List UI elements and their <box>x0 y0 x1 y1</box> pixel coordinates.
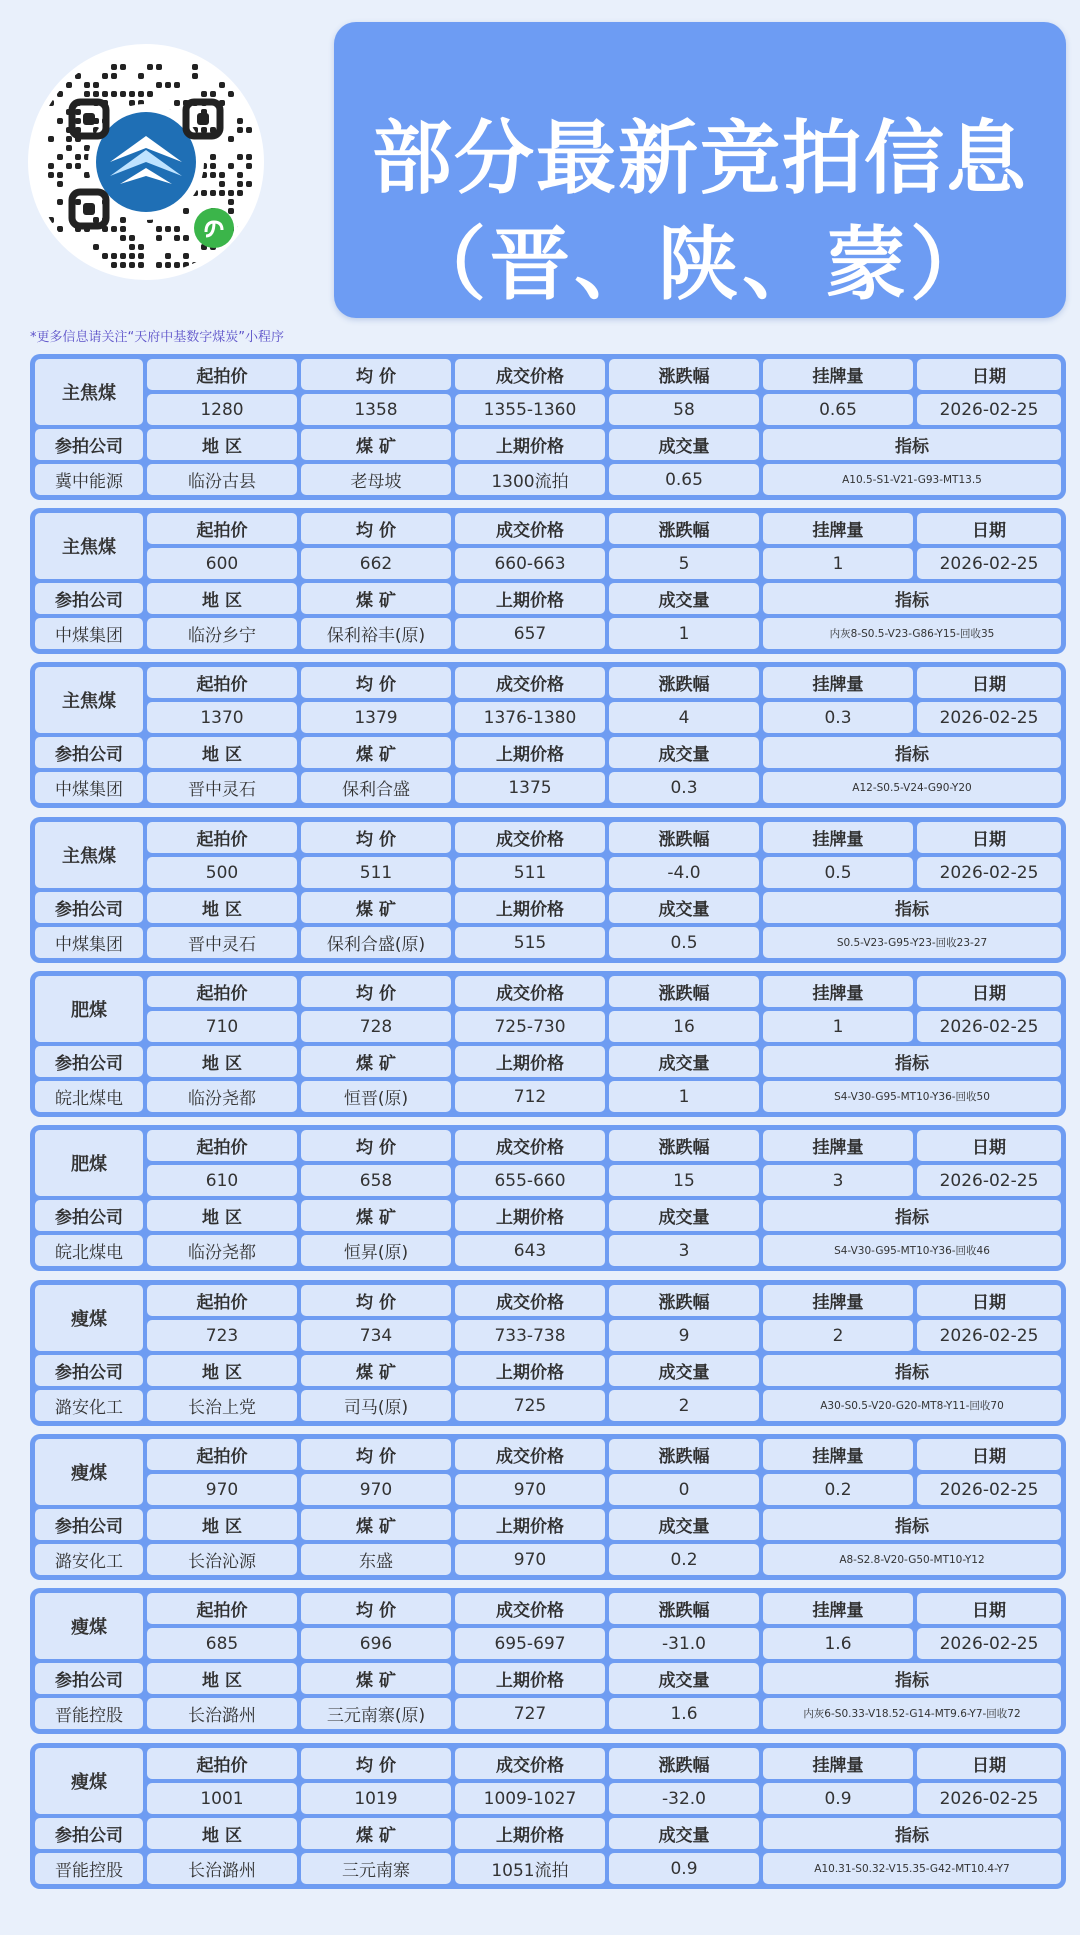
change-header: 涨跌幅 <box>609 667 759 698</box>
avg-price-header: 均 价 <box>301 513 451 544</box>
spec-header: 指标 <box>763 737 1061 768</box>
change-value: 58 <box>609 394 759 425</box>
spec-header: 指标 <box>763 1046 1061 1077</box>
last-price-value: 725 <box>455 1390 605 1421</box>
listed-qty-header: 挂牌量 <box>763 513 913 544</box>
miniprogram-qr-code <box>28 44 264 280</box>
deal-qty-header: 成交量 <box>609 737 759 768</box>
deal-qty-header: 成交量 <box>609 1663 759 1694</box>
listed-qty-header: 挂牌量 <box>763 359 913 390</box>
change-header: 涨跌幅 <box>609 359 759 390</box>
start-price-value: 710 <box>147 1011 297 1042</box>
company-header: 参拍公司 <box>35 1046 143 1077</box>
deal-qty-value: 0.5 <box>609 927 759 958</box>
last-price-header: 上期价格 <box>455 1200 605 1231</box>
last-price-value: 515 <box>455 927 605 958</box>
spec-header: 指标 <box>763 1200 1061 1231</box>
deal-qty-header: 成交量 <box>609 429 759 460</box>
date-header: 日期 <box>917 667 1061 698</box>
start-price-header: 起拍价 <box>147 1439 297 1470</box>
spec-value: S4-V30-G95-MT10-Y36-回收46 <box>763 1235 1061 1266</box>
region-value: 临汾尧都 <box>147 1235 297 1266</box>
mine-header: 煤 矿 <box>301 1355 451 1386</box>
auction-block <box>30 1434 1066 1580</box>
last-price-header: 上期价格 <box>455 1663 605 1694</box>
company-header: 参拍公司 <box>35 737 143 768</box>
last-price-header: 上期价格 <box>455 583 605 614</box>
avg-price-value: 734 <box>301 1320 451 1351</box>
deal-price-value: 733-738 <box>455 1320 605 1351</box>
deal-price-header: 成交价格 <box>455 1130 605 1161</box>
avg-price-value: 728 <box>301 1011 451 1042</box>
start-price-header: 起拍价 <box>147 1593 297 1624</box>
change-value: 9 <box>609 1320 759 1351</box>
date-header: 日期 <box>917 513 1061 544</box>
deal-qty-value: 0.2 <box>609 1544 759 1575</box>
deal-price-value: 1376-1380 <box>455 702 605 733</box>
date-value: 2026-02-25 <box>917 1011 1061 1042</box>
deal-qty-header: 成交量 <box>609 1200 759 1231</box>
change-header: 涨跌幅 <box>609 1439 759 1470</box>
region-header: 地 区 <box>147 1046 297 1077</box>
date-value: 2026-02-25 <box>917 394 1061 425</box>
region-header: 地 区 <box>147 1200 297 1231</box>
tianfu-logo-icon <box>96 112 196 212</box>
last-price-header: 上期价格 <box>455 429 605 460</box>
mine-header: 煤 矿 <box>301 892 451 923</box>
deal-qty-header: 成交量 <box>609 1355 759 1386</box>
region-header: 地 区 <box>147 892 297 923</box>
deal-price-value: 725-730 <box>455 1011 605 1042</box>
listed-qty-header: 挂牌量 <box>763 1439 913 1470</box>
auction-block <box>30 1588 1066 1734</box>
coal-type-cell: 主焦煤 <box>35 667 143 733</box>
deal-price-header: 成交价格 <box>455 1439 605 1470</box>
avg-price-value: 696 <box>301 1628 451 1659</box>
company-header: 参拍公司 <box>35 429 143 460</box>
avg-price-value: 658 <box>301 1165 451 1196</box>
last-price-header: 上期价格 <box>455 1046 605 1077</box>
deal-qty-value: 1 <box>609 1081 759 1112</box>
avg-price-value: 1019 <box>301 1783 451 1814</box>
deal-qty-value: 0.9 <box>609 1853 759 1884</box>
header-banner <box>334 22 1066 318</box>
avg-price-header: 均 价 <box>301 359 451 390</box>
last-price-value: 712 <box>455 1081 605 1112</box>
deal-price-header: 成交价格 <box>455 1593 605 1624</box>
avg-price-value: 1379 <box>301 702 451 733</box>
avg-price-header: 均 价 <box>301 1285 451 1316</box>
region-value: 临汾古县 <box>147 464 297 495</box>
avg-price-header: 均 价 <box>301 1130 451 1161</box>
mine-value: 东盛 <box>301 1544 451 1575</box>
start-price-header: 起拍价 <box>147 667 297 698</box>
company-header: 参拍公司 <box>35 892 143 923</box>
date-header: 日期 <box>917 1439 1061 1470</box>
region-header: 地 区 <box>147 1663 297 1694</box>
page-subtitle: （晋、陕、蒙） <box>406 218 994 311</box>
listed-qty-header: 挂牌量 <box>763 976 913 1007</box>
deal-price-header: 成交价格 <box>455 359 605 390</box>
start-price-value: 500 <box>147 857 297 888</box>
start-price-header: 起拍价 <box>147 1748 297 1779</box>
mine-header: 煤 矿 <box>301 583 451 614</box>
avg-price-header: 均 价 <box>301 1439 451 1470</box>
deal-price-value: 655-660 <box>455 1165 605 1196</box>
last-price-value: 657 <box>455 618 605 649</box>
spec-value: A12-S0.5-V24-G90-Y20 <box>763 772 1061 803</box>
company-value: 中煤集团 <box>35 618 143 649</box>
deal-price-value: 695-697 <box>455 1628 605 1659</box>
spec-header: 指标 <box>763 1818 1061 1849</box>
company-value: 皖北煤电 <box>35 1235 143 1266</box>
mine-header: 煤 矿 <box>301 1046 451 1077</box>
spec-value: A10.31-S0.32-V15.35-G42-MT10.4-Y7 <box>763 1853 1061 1884</box>
company-value: 中煤集团 <box>35 772 143 803</box>
auction-block <box>30 1280 1066 1426</box>
date-value: 2026-02-25 <box>917 702 1061 733</box>
mine-header: 煤 矿 <box>301 737 451 768</box>
coal-type-cell: 瘦煤 <box>35 1593 143 1659</box>
company-value: 晋能控股 <box>35 1698 143 1729</box>
page-title: 部分最新竞拍信息 <box>372 112 1028 205</box>
avg-price-value: 662 <box>301 548 451 579</box>
auction-block <box>30 971 1066 1117</box>
mine-header: 煤 矿 <box>301 1509 451 1540</box>
deal-qty-value: 1.6 <box>609 1698 759 1729</box>
listed-qty-value: 3 <box>763 1165 913 1196</box>
company-header: 参拍公司 <box>35 1509 143 1540</box>
region-value: 临汾尧都 <box>147 1081 297 1112</box>
change-value: 4 <box>609 702 759 733</box>
avg-price-header: 均 价 <box>301 1748 451 1779</box>
listed-qty-header: 挂牌量 <box>763 667 913 698</box>
start-price-header: 起拍价 <box>147 359 297 390</box>
deal-price-header: 成交价格 <box>455 513 605 544</box>
mine-value: 恒昇(原) <box>301 1235 451 1266</box>
region-value: 临汾乡宁 <box>147 618 297 649</box>
start-price-header: 起拍价 <box>147 1130 297 1161</box>
change-value: 0 <box>609 1474 759 1505</box>
avg-price-value: 1358 <box>301 394 451 425</box>
listed-qty-header: 挂牌量 <box>763 1748 913 1779</box>
date-value: 2026-02-25 <box>917 548 1061 579</box>
date-header: 日期 <box>917 1130 1061 1161</box>
mine-value: 恒晋(原) <box>301 1081 451 1112</box>
deal-price-header: 成交价格 <box>455 1748 605 1779</box>
company-value: 皖北煤电 <box>35 1081 143 1112</box>
date-header: 日期 <box>917 976 1061 1007</box>
listed-qty-value: 0.2 <box>763 1474 913 1505</box>
spec-value: S4-V30-G95-MT10-Y36-回收50 <box>763 1081 1061 1112</box>
auction-block <box>30 662 1066 808</box>
spec-value: A30-S0.5-V20-G20-MT8-Y11-回收70 <box>763 1390 1061 1421</box>
company-header: 参拍公司 <box>35 1818 143 1849</box>
deal-price-value: 1355-1360 <box>455 394 605 425</box>
listed-qty-header: 挂牌量 <box>763 822 913 853</box>
mine-header: 煤 矿 <box>301 1663 451 1694</box>
last-price-header: 上期价格 <box>455 892 605 923</box>
start-price-value: 1370 <box>147 702 297 733</box>
auction-block <box>30 1125 1066 1271</box>
deal-qty-value: 0.3 <box>609 772 759 803</box>
change-value: 5 <box>609 548 759 579</box>
region-value: 长治上党 <box>147 1390 297 1421</box>
deal-price-value: 511 <box>455 857 605 888</box>
avg-price-value: 511 <box>301 857 451 888</box>
deal-price-value: 970 <box>455 1474 605 1505</box>
last-price-value: 1300流拍 <box>455 464 605 495</box>
change-value: 16 <box>609 1011 759 1042</box>
listed-qty-header: 挂牌量 <box>763 1130 913 1161</box>
deal-qty-value: 2 <box>609 1390 759 1421</box>
mine-header: 煤 矿 <box>301 1200 451 1231</box>
date-value: 2026-02-25 <box>917 1474 1061 1505</box>
spec-header: 指标 <box>763 1355 1061 1386</box>
company-value: 冀中能源 <box>35 464 143 495</box>
auction-block <box>30 817 1066 963</box>
coal-type-cell: 主焦煤 <box>35 359 143 425</box>
last-price-header: 上期价格 <box>455 1818 605 1849</box>
coal-type-cell: 主焦煤 <box>35 513 143 579</box>
spec-value: A10.5-S1-V21-G93-MT13.5 <box>763 464 1061 495</box>
listed-qty-value: 0.5 <box>763 857 913 888</box>
spec-header: 指标 <box>763 429 1061 460</box>
last-price-header: 上期价格 <box>455 1509 605 1540</box>
spec-value: 内灰8-S0.5-V23-G86-Y15-回收35 <box>763 618 1061 649</box>
avg-price-header: 均 价 <box>301 822 451 853</box>
last-price-header: 上期价格 <box>455 737 605 768</box>
company-header: 参拍公司 <box>35 1355 143 1386</box>
deal-qty-header: 成交量 <box>609 1818 759 1849</box>
change-header: 涨跌幅 <box>609 1593 759 1624</box>
start-price-value: 685 <box>147 1628 297 1659</box>
coal-type-cell: 瘦煤 <box>35 1748 143 1814</box>
listed-qty-value: 0.65 <box>763 394 913 425</box>
deal-price-header: 成交价格 <box>455 667 605 698</box>
spec-header: 指标 <box>763 583 1061 614</box>
coal-type-cell: 瘦煤 <box>35 1439 143 1505</box>
deal-price-header: 成交价格 <box>455 1285 605 1316</box>
coal-type-cell: 瘦煤 <box>35 1285 143 1351</box>
mine-value: 司马(原) <box>301 1390 451 1421</box>
mine-value: 老母坡 <box>301 464 451 495</box>
listed-qty-value: 1 <box>763 1011 913 1042</box>
wechat-miniprogram-icon <box>194 208 234 248</box>
mine-value: 三元南寨(原) <box>301 1698 451 1729</box>
start-price-header: 起拍价 <box>147 1285 297 1316</box>
auction-block <box>30 508 1066 654</box>
mine-value: 三元南寨 <box>301 1853 451 1884</box>
company-value: 晋能控股 <box>35 1853 143 1884</box>
date-header: 日期 <box>917 1748 1061 1779</box>
date-header: 日期 <box>917 1285 1061 1316</box>
deal-price-header: 成交价格 <box>455 976 605 1007</box>
deal-qty-header: 成交量 <box>609 1509 759 1540</box>
date-header: 日期 <box>917 359 1061 390</box>
company-header: 参拍公司 <box>35 583 143 614</box>
mine-value: 保利裕丰(原) <box>301 618 451 649</box>
start-price-value: 600 <box>147 548 297 579</box>
auction-block <box>30 354 1066 500</box>
change-value: -31.0 <box>609 1628 759 1659</box>
mine-header: 煤 矿 <box>301 1818 451 1849</box>
change-header: 涨跌幅 <box>609 513 759 544</box>
follow-note: *更多信息请关注“天府中基数字煤炭”小程序 <box>30 330 284 345</box>
company-header: 参拍公司 <box>35 1200 143 1231</box>
company-value: 潞安化工 <box>35 1544 143 1575</box>
region-value: 长治潞州 <box>147 1853 297 1884</box>
avg-price-header: 均 价 <box>301 667 451 698</box>
change-header: 涨跌幅 <box>609 822 759 853</box>
change-value: -4.0 <box>609 857 759 888</box>
spec-header: 指标 <box>763 1509 1061 1540</box>
start-price-value: 610 <box>147 1165 297 1196</box>
listed-qty-value: 0.9 <box>763 1783 913 1814</box>
start-price-header: 起拍价 <box>147 976 297 1007</box>
change-header: 涨跌幅 <box>609 1285 759 1316</box>
region-header: 地 区 <box>147 1355 297 1386</box>
region-header: 地 区 <box>147 1509 297 1540</box>
coal-type-cell: 肥煤 <box>35 976 143 1042</box>
deal-qty-value: 3 <box>609 1235 759 1266</box>
listed-qty-header: 挂牌量 <box>763 1593 913 1624</box>
last-price-value: 727 <box>455 1698 605 1729</box>
change-value: 15 <box>609 1165 759 1196</box>
avg-price-header: 均 价 <box>301 1593 451 1624</box>
start-price-value: 723 <box>147 1320 297 1351</box>
start-price-header: 起拍价 <box>147 822 297 853</box>
deal-qty-value: 0.65 <box>609 464 759 495</box>
date-value: 2026-02-25 <box>917 1320 1061 1351</box>
date-value: 2026-02-25 <box>917 1165 1061 1196</box>
region-header: 地 区 <box>147 429 297 460</box>
start-price-value: 1001 <box>147 1783 297 1814</box>
auction-block <box>30 1743 1066 1889</box>
listed-qty-value: 1 <box>763 548 913 579</box>
deal-price-value: 660-663 <box>455 548 605 579</box>
deal-qty-header: 成交量 <box>609 1046 759 1077</box>
deal-qty-header: 成交量 <box>609 583 759 614</box>
region-value: 晋中灵石 <box>147 772 297 803</box>
mine-value: 保利合盛 <box>301 772 451 803</box>
region-header: 地 区 <box>147 737 297 768</box>
region-value: 长治沁源 <box>147 1544 297 1575</box>
start-price-value: 970 <box>147 1474 297 1505</box>
change-value: -32.0 <box>609 1783 759 1814</box>
spec-value: 内灰6-S0.33-V18.52-G14-MT9.6-Y7-回收72 <box>763 1698 1061 1729</box>
mine-header: 煤 矿 <box>301 429 451 460</box>
last-price-value: 1051流拍 <box>455 1853 605 1884</box>
deal-price-value: 1009-1027 <box>455 1783 605 1814</box>
avg-price-header: 均 价 <box>301 976 451 1007</box>
company-value: 潞安化工 <box>35 1390 143 1421</box>
region-header: 地 区 <box>147 1818 297 1849</box>
date-value: 2026-02-25 <box>917 857 1061 888</box>
mine-value: 保利合盛(原) <box>301 927 451 958</box>
spec-header: 指标 <box>763 892 1061 923</box>
date-header: 日期 <box>917 1593 1061 1624</box>
company-value: 中煤集团 <box>35 927 143 958</box>
last-price-header: 上期价格 <box>455 1355 605 1386</box>
listed-qty-header: 挂牌量 <box>763 1285 913 1316</box>
company-header: 参拍公司 <box>35 1663 143 1694</box>
listed-qty-value: 0.3 <box>763 702 913 733</box>
last-price-value: 643 <box>455 1235 605 1266</box>
avg-price-value: 970 <box>301 1474 451 1505</box>
spec-header: 指标 <box>763 1663 1061 1694</box>
deal-qty-header: 成交量 <box>609 892 759 923</box>
region-header: 地 区 <box>147 583 297 614</box>
region-value: 长治潞州 <box>147 1698 297 1729</box>
change-header: 涨跌幅 <box>609 976 759 1007</box>
coal-type-cell: 肥煤 <box>35 1130 143 1196</box>
date-value: 2026-02-25 <box>917 1783 1061 1814</box>
last-price-value: 1375 <box>455 772 605 803</box>
change-header: 涨跌幅 <box>609 1130 759 1161</box>
coal-type-cell: 主焦煤 <box>35 822 143 888</box>
last-price-value: 970 <box>455 1544 605 1575</box>
deal-qty-value: 1 <box>609 618 759 649</box>
start-price-header: 起拍价 <box>147 513 297 544</box>
deal-price-header: 成交价格 <box>455 822 605 853</box>
spec-value: S0.5-V23-G95-Y23-回收23-27 <box>763 927 1061 958</box>
listed-qty-value: 1.6 <box>763 1628 913 1659</box>
region-value: 晋中灵石 <box>147 927 297 958</box>
listed-qty-value: 2 <box>763 1320 913 1351</box>
spec-value: A8-S2.8-V20-G50-MT10-Y12 <box>763 1544 1061 1575</box>
change-header: 涨跌幅 <box>609 1748 759 1779</box>
date-header: 日期 <box>917 822 1061 853</box>
start-price-value: 1280 <box>147 394 297 425</box>
date-value: 2026-02-25 <box>917 1628 1061 1659</box>
